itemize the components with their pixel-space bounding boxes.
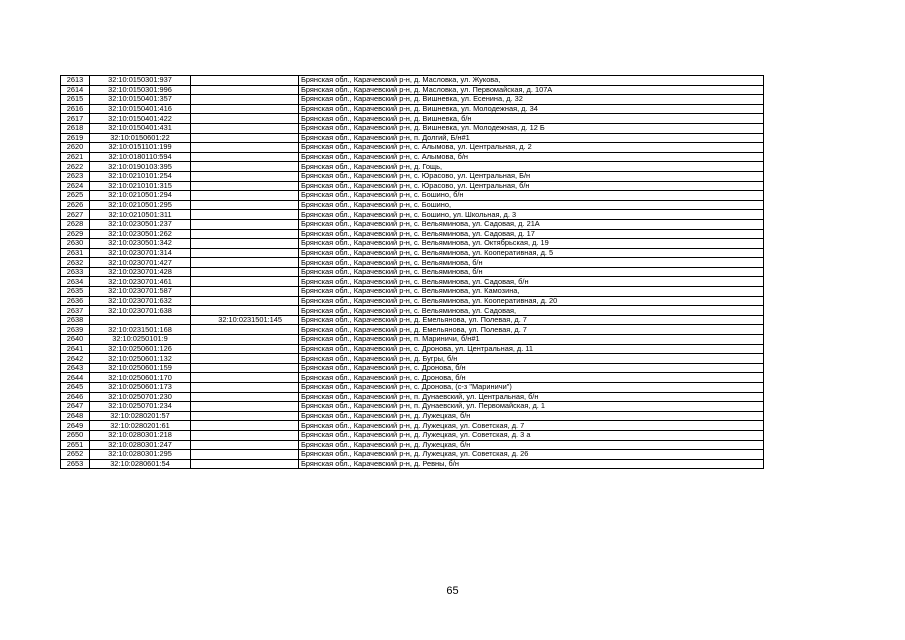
row-number-cell: 2647 [61, 402, 90, 412]
previous-cadastral-number-cell [191, 104, 299, 114]
cadastral-number-cell: 32:10:0180110:594 [90, 152, 191, 162]
previous-cadastral-number-cell [191, 267, 299, 277]
table-row [61, 258, 764, 268]
address-cell: Брянская обл., Карачевский р-н, д. Емельянова, ул. Полевая, д. 7 [299, 315, 764, 325]
table-row [61, 430, 764, 440]
page-number: 65 [446, 585, 459, 597]
previous-cadastral-number-cell [191, 325, 299, 335]
cadastral-number-cell: 32:10:0230701:314 [90, 248, 191, 258]
row-number-cell: 2613 [61, 76, 90, 86]
cadastral-number-cell: 32:10:0250601:173 [90, 383, 191, 393]
row-number-cell: 2651 [61, 440, 90, 450]
cadastral-number-cell: 32:10:0230701:632 [90, 296, 191, 306]
row-number-cell: 2635 [61, 287, 90, 297]
table-row [61, 152, 764, 162]
row-number-cell: 2628 [61, 219, 90, 229]
cadastral-number-cell: 32:10:0150301:996 [90, 85, 191, 95]
table-row [61, 306, 764, 316]
address-cell: Брянская обл., Карачевский р-н, с. Вельяминова, ул. Садовая, д. 17 [299, 229, 764, 239]
table-row [61, 296, 764, 306]
previous-cadastral-number-cell [191, 373, 299, 383]
address-cell: Брянская обл., Карачевский р-н, с. Юрасово, ул. Центральная, б/н [299, 181, 764, 191]
row-number-cell: 2632 [61, 258, 90, 268]
address-cell: Брянская обл., Карачевский р-н, п. Долгий, Б/н#1 [299, 133, 764, 143]
address-cell: Брянская обл., Карачевский р-н, с. Вельяминова, б/н [299, 258, 764, 268]
previous-cadastral-number-cell [191, 363, 299, 373]
row-number-cell: 2623 [61, 171, 90, 181]
table-row [61, 421, 764, 431]
previous-cadastral-number-cell [191, 335, 299, 345]
row-number-cell: 2624 [61, 181, 90, 191]
address-cell: Брянская обл., Карачевский р-н, д. Лужецкая, ул. Советская, д. 7 [299, 421, 764, 431]
cadastral-number-cell: 32:10:0250601:170 [90, 373, 191, 383]
cadastral-number-cell: 32:10:0230501:262 [90, 229, 191, 239]
previous-cadastral-number-cell [191, 239, 299, 249]
address-cell: Брянская обл., Карачевский р-н, д. Масловка, ул. Первомайская, д. 107А [299, 85, 764, 95]
row-number-cell: 2622 [61, 162, 90, 172]
previous-cadastral-number-cell [191, 392, 299, 402]
address-cell: Брянская обл., Карачевский р-н, п. Дунаевский, ул. Первомайская, д. 1 [299, 402, 764, 412]
previous-cadastral-number-cell [191, 114, 299, 124]
address-cell: Брянская обл., Карачевский р-н, с. Бошино, б/н [299, 191, 764, 201]
row-number-cell: 2630 [61, 239, 90, 249]
address-cell: Брянская обл., Карачевский р-н, д. Бугры, б/н [299, 354, 764, 364]
previous-cadastral-number-cell [191, 123, 299, 133]
row-number-cell: 2627 [61, 210, 90, 220]
address-cell: Брянская обл., Карачевский р-н, д. Ревны, б/н [299, 459, 764, 469]
table-row [61, 315, 764, 325]
row-number-cell: 2639 [61, 325, 90, 335]
row-number-cell: 2637 [61, 306, 90, 316]
address-cell: Брянская обл., Карачевский р-н, с. Бошино, ул. Школьная, д. 3 [299, 210, 764, 220]
previous-cadastral-number-cell [191, 191, 299, 201]
table-row [61, 85, 764, 95]
address-cell: Брянская обл., Карачевский р-н, д. Масловка, ул. Жукова, [299, 76, 764, 86]
address-cell: Брянская обл., Карачевский р-н, д. Лужецкая, б/н [299, 411, 764, 421]
row-number-cell: 2618 [61, 123, 90, 133]
address-cell: Брянская обл., Карачевский р-н, с. Дронова, (с-з "Мариничи") [299, 383, 764, 393]
address-cell: Брянская обл., Карачевский р-н, с. Дронова, б/н [299, 373, 764, 383]
table-row [61, 95, 764, 105]
table-row [61, 335, 764, 345]
previous-cadastral-number-cell [191, 354, 299, 364]
row-number-cell: 2644 [61, 373, 90, 383]
cadastral-number-cell: 32:10:0230701:638 [90, 306, 191, 316]
row-number-cell: 2652 [61, 450, 90, 460]
cadastral-number-cell: 32:10:0210101:254 [90, 171, 191, 181]
row-number-cell: 2641 [61, 344, 90, 354]
cadastral-number-cell: 32:10:0230501:342 [90, 239, 191, 249]
cadastral-number-cell: 32:10:0250601:132 [90, 354, 191, 364]
table-row [61, 239, 764, 249]
cadastral-number-cell: 32:10:0210501:311 [90, 210, 191, 220]
cadastral-number-cell: 32:10:0151101:199 [90, 143, 191, 153]
address-cell: Брянская обл., Карачевский р-н, с. Вельяминова, ул. Садовая, б/н [299, 277, 764, 287]
address-cell: Брянская обл., Карачевский р-н, с. Вельяминова, ул. Октябрьская, д. 19 [299, 239, 764, 249]
address-cell: Брянская обл., Карачевский р-н, с. Алымова, ул. Центральная, д. 2 [299, 143, 764, 153]
table-row [61, 191, 764, 201]
row-number-cell: 2620 [61, 143, 90, 153]
previous-cadastral-number-cell [191, 133, 299, 143]
cadastral-number-cell: 32:10:0210501:294 [90, 191, 191, 201]
cadastral-number-cell: 32:10:0230701:587 [90, 287, 191, 297]
table-row [61, 200, 764, 210]
row-number-cell: 2636 [61, 296, 90, 306]
row-number-cell: 2638 [61, 315, 90, 325]
previous-cadastral-number-cell [191, 229, 299, 239]
cadastral-number-cell: 32:10:0230701:427 [90, 258, 191, 268]
row-number-cell: 2617 [61, 114, 90, 124]
cadastral-number-cell: 32:10:0280301:247 [90, 440, 191, 450]
row-number-cell: 2621 [61, 152, 90, 162]
address-cell: Брянская обл., Карачевский р-н, д. Вишневка, б/н [299, 114, 764, 124]
table-row [61, 383, 764, 393]
address-cell: Брянская обл., Карачевский р-н, д. Гощь, [299, 162, 764, 172]
address-cell: Брянская обл., Карачевский р-н, д. Вишневка, ул. Молодежная, д. 34 [299, 104, 764, 114]
cadastral-number-cell: 32:10:0230701:461 [90, 277, 191, 287]
previous-cadastral-number-cell [191, 171, 299, 181]
cadastral-number-cell [90, 315, 191, 325]
previous-cadastral-number-cell [191, 411, 299, 421]
table-row [61, 219, 764, 229]
address-cell: Брянская обл., Карачевский р-н, д. Емельянова, ул. Полевая, д. 7 [299, 325, 764, 335]
cadastral-number-cell: 32:10:0210501:295 [90, 200, 191, 210]
table-row [61, 123, 764, 133]
cadastral-number-cell: 32:10:0231501:168 [90, 325, 191, 335]
cadastral-number-cell: 32:10:0150401:416 [90, 104, 191, 114]
previous-cadastral-number-cell [191, 219, 299, 229]
row-number-cell: 2650 [61, 430, 90, 440]
previous-cadastral-number-cell [191, 383, 299, 393]
table-row [61, 392, 764, 402]
cadastral-number-cell: 32:10:0230501:237 [90, 219, 191, 229]
row-number-cell: 2614 [61, 85, 90, 95]
row-number-cell: 2649 [61, 421, 90, 431]
previous-cadastral-number-cell [191, 421, 299, 431]
address-cell: Брянская обл., Карачевский р-н, с. Вельяминова, б/н [299, 267, 764, 277]
row-number-cell: 2631 [61, 248, 90, 258]
previous-cadastral-number-cell [191, 344, 299, 354]
previous-cadastral-number-cell [191, 76, 299, 86]
cadastral-number-cell: 32:10:0150601:22 [90, 133, 191, 143]
table-row [61, 76, 764, 86]
cadastral-number-cell: 32:10:0280301:295 [90, 450, 191, 460]
previous-cadastral-number-cell [191, 296, 299, 306]
registry-table [60, 75, 764, 469]
previous-cadastral-number-cell [191, 306, 299, 316]
table-row [61, 229, 764, 239]
address-cell: Брянская обл., Карачевский р-н, с. Алымова, б/н [299, 152, 764, 162]
cadastral-number-cell: 32:10:0190103:395 [90, 162, 191, 172]
previous-cadastral-number-cell [191, 85, 299, 95]
address-cell: Брянская обл., Карачевский р-н, с. Вельяминова, ул. Кооперативная, д. 5 [299, 248, 764, 258]
previous-cadastral-number-cell [191, 152, 299, 162]
cadastral-number-cell: 32:10:0150401:431 [90, 123, 191, 133]
previous-cadastral-number-cell [191, 440, 299, 450]
row-number-cell: 2640 [61, 335, 90, 345]
table-row [61, 143, 764, 153]
table-row [61, 162, 764, 172]
row-number-cell: 2642 [61, 354, 90, 364]
cadastral-number-cell: 32:10:0280301:218 [90, 430, 191, 440]
table-row [61, 440, 764, 450]
row-number-cell: 2645 [61, 383, 90, 393]
table-row [61, 181, 764, 191]
address-cell: Брянская обл., Карачевский р-н, п. Мариничи, б/н#1 [299, 335, 764, 345]
cadastral-number-cell: 32:10:0250601:159 [90, 363, 191, 373]
previous-cadastral-number-cell [191, 210, 299, 220]
table-row [61, 411, 764, 421]
row-number-cell: 2615 [61, 95, 90, 105]
cadastral-number-cell: 32:10:0250701:230 [90, 392, 191, 402]
row-number-cell: 2616 [61, 104, 90, 114]
table-row [61, 373, 764, 383]
address-cell: Брянская обл., Карачевский р-н, с. Дронова, ул. Центральная, д. 11 [299, 344, 764, 354]
cadastral-number-cell: 32:10:0280201:57 [90, 411, 191, 421]
previous-cadastral-number-cell [191, 248, 299, 258]
previous-cadastral-number-cell [191, 181, 299, 191]
previous-cadastral-number-cell [191, 287, 299, 297]
row-number-cell: 2619 [61, 133, 90, 143]
address-cell: Брянская обл., Карачевский р-н, с. Бошино, [299, 200, 764, 210]
cadastral-number-cell: 32:10:0250701:234 [90, 402, 191, 412]
cadastral-number-cell: 32:10:0230701:428 [90, 267, 191, 277]
table-row [61, 267, 764, 277]
address-cell: Брянская обл., Карачевский р-н, п. Дунаевский, ул. Центральная, б/н [299, 392, 764, 402]
address-cell: Брянская обл., Карачевский р-н, д. Лужецкая, ул. Советская, д. 3 а [299, 430, 764, 440]
cadastral-number-cell: 32:10:0280601:54 [90, 459, 191, 469]
cadastral-number-cell: 32:10:0250101:9 [90, 335, 191, 345]
table-row [61, 459, 764, 469]
row-number-cell: 2629 [61, 229, 90, 239]
address-cell: Брянская обл., Карачевский р-н, д. Лужецкая, б/н [299, 440, 764, 450]
previous-cadastral-number-cell [191, 459, 299, 469]
table-row [61, 277, 764, 287]
cadastral-number-cell: 32:10:0150401:422 [90, 114, 191, 124]
address-cell: Брянская обл., Карачевский р-н, д. Вишневка, ул. Есенина, д. 32 [299, 95, 764, 105]
table-row [61, 104, 764, 114]
previous-cadastral-number-cell [191, 402, 299, 412]
table-row [61, 363, 764, 373]
table-row [61, 354, 764, 364]
previous-cadastral-number-cell [191, 200, 299, 210]
table-row [61, 344, 764, 354]
table-row [61, 133, 764, 143]
row-number-cell: 2626 [61, 200, 90, 210]
previous-cadastral-number-cell [191, 95, 299, 105]
cadastral-number-cell: 32:10:0150301:937 [90, 76, 191, 86]
table-row [61, 210, 764, 220]
previous-cadastral-number-cell [191, 258, 299, 268]
cadastral-number-cell: 32:10:0280201:61 [90, 421, 191, 431]
row-number-cell: 2648 [61, 411, 90, 421]
table-row [61, 287, 764, 297]
address-cell: Брянская обл., Карачевский р-н, д. Лужецкая, ул. Советская, д. 26 [299, 450, 764, 460]
table-row [61, 325, 764, 335]
previous-cadastral-number-cell [191, 430, 299, 440]
address-cell: Брянская обл., Карачевский р-н, с. Вельяминова, ул. Кооперативная, д. 20 [299, 296, 764, 306]
row-number-cell: 2633 [61, 267, 90, 277]
address-cell: Брянская обл., Карачевский р-н, с. Вельяминова, ул. Садовая, [299, 306, 764, 316]
address-cell: Брянская обл., Карачевский р-н, д. Вишневка, ул. Молодежная, д. 12 Б [299, 123, 764, 133]
row-number-cell: 2646 [61, 392, 90, 402]
previous-cadastral-number-cell [191, 277, 299, 287]
previous-cadastral-number-cell [191, 162, 299, 172]
address-cell: Брянская обл., Карачевский р-н, с. Вельяминова, ул. Камозина, [299, 287, 764, 297]
cadastral-number-cell: 32:10:0210101:315 [90, 181, 191, 191]
table-row [61, 402, 764, 412]
registry-table-body [61, 76, 764, 469]
previous-cadastral-number-cell [191, 450, 299, 460]
row-number-cell: 2643 [61, 363, 90, 373]
row-number-cell: 2634 [61, 277, 90, 287]
previous-cadastral-number-cell [191, 143, 299, 153]
table-row [61, 248, 764, 258]
row-number-cell: 2625 [61, 191, 90, 201]
row-number-cell: 2653 [61, 459, 90, 469]
cadastral-number-cell: 32:10:0150401:357 [90, 95, 191, 105]
table-row [61, 450, 764, 460]
address-cell: Брянская обл., Карачевский р-н, с. Дронова, б/н [299, 363, 764, 373]
address-cell: Брянская обл., Карачевский р-н, с. Вельяминова, ул. Садовая, д. 21А [299, 219, 764, 229]
address-cell: Брянская обл., Карачевский р-н, с. Юрасово, ул. Центральная, Б/н [299, 171, 764, 181]
table-row [61, 171, 764, 181]
previous-cadastral-number-cell: 32:10:0231501:145 [191, 315, 299, 325]
table-row [61, 114, 764, 124]
cadastral-number-cell: 32:10:0250601:126 [90, 344, 191, 354]
